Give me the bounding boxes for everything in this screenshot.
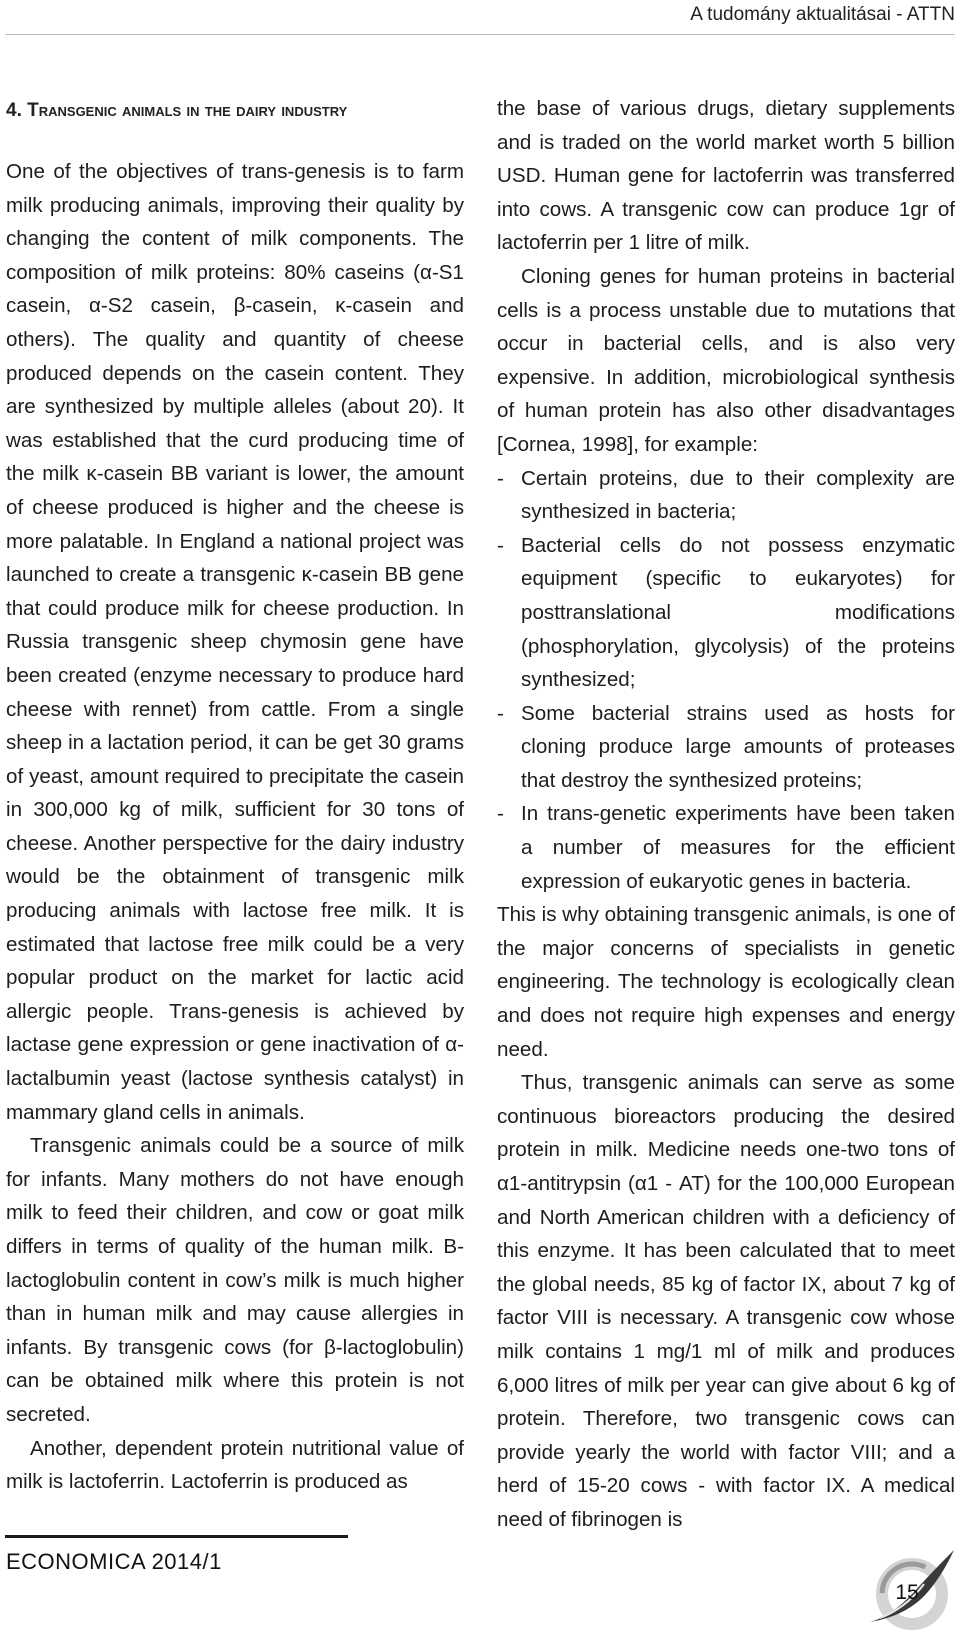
list-item-text: In trans-genetic experiments have been taken a number of measures for the efficient expression of eukaryotic genes in bacteria. <box>521 802 955 893</box>
list-item-text: Some bacterial strains used as hosts for cloning produce large amounts of proteases that destroy the synthesized proteins; <box>521 701 955 792</box>
list-item <box>497 462 955 529</box>
paragraph: This is why obtaining transgenic animals, is one of the major concerns of specialists in genetic engineering. The technology is ecologically clean and does not require high expenses and energy need. <box>497 903 955 1061</box>
list-item <box>497 529 955 697</box>
paragraph: the base of various drugs, dietary supplements and is traded on the world market worth 5 billion USD. Human gene for lactoferrin was transferred into cows. A transgenic cow can produce 1gr of lactoferrin per 1 litre of milk. <box>497 97 955 255</box>
paragraph: Transgenic animals could be a source of milk for infants. Many mothers do not have enough milk to feed their children, and cow or goat milk differs in terms of quality of the human milk. Β-lactoglobulin content in cow’s milk is much higher than in human milk and may cause allergies in infants. By transgenic cows (for β-lactoglobulin) can be obtained milk where this protein is not secreted. <box>6 1134 464 1426</box>
bullet-list <box>497 462 955 899</box>
paragraph: Cloning genes for human proteins in bacterial cells is a process unstable due to mutations that occur in bacterial cells, and is also very expensive. In addition, microbiological synthesis of human protein has also other disadvantages [Cornea, 1998], for example: <box>497 264 955 456</box>
list-item-text: Certain proteins, due to their complexity are synthesized in bacteria; <box>521 466 955 524</box>
paragraph: Thus, transgenic animals can serve as some continuous bioreactors producing the desired protein in milk. Medicine needs one-two tons of α1-antitrypsin (α1 - AT) for the 100,000 European and North American children with a deficiency of this enzyme. It has been calculated that to meet the global needs, 85 kg of factor IX, about 7 kg of factor VIII is necessary. A transgenic cow whose milk contains 1 mg/1 ml of milk and produces 6,000 litres of milk per year can give about 6 kg of protein. Therefore, two transgenic cows can provide yearly the world with factor VIII; and a herd of 15-20 cows - with factor IX. A medical need of fibrinogen is <box>497 1071 955 1531</box>
bullet-dash: - <box>497 533 504 557</box>
running-title: A tudomány aktualitásai - ATTN <box>690 4 955 25</box>
running-header <box>5 0 955 35</box>
list-item <box>497 697 955 798</box>
left-column <box>6 92 464 1499</box>
list-item-text: Bacterial cells do not possess enzymatic equipment (specific to eukaryotes) for posttranslational modifications (phosphorylation, glycolysis) of the proteins synthesized; <box>521 533 955 692</box>
list-item <box>497 797 955 898</box>
right-column <box>497 92 955 1537</box>
bullet-dash: - <box>497 802 504 826</box>
page-number: 15 <box>895 1581 919 1604</box>
paragraph: Another, dependent protein nutritional value of milk is lactoferrin. Lactoferrin is produced as <box>6 1436 464 1494</box>
journal-name: ECONOMICA 2014/1 <box>6 1549 222 1574</box>
paragraph: One of the objectives of trans-genesis is to farm milk producing animals, improving their quality by changing the content of milk components. The composition of milk proteins: 80% caseins (α-S1 casein, α-S2 casein, β-casein, κ-casein and others). The quality and quantity of cheese produced depends on the casein content. They are synthesized by multiple alleles (about 20). It was established that the curd producing time of the milk κ-casein BB variant is lower, the amount of cheese produced is higher and the cheese is more palatable. In England a national project was launched to create a transgenic κ-casein BB gene that could produce milk for cheese production. In Russia transgenic sheep chymosin gene have been created (enzyme necessary to produce hard cheese with rennet) from cattle. From a single sheep in a lactation period, it can be get 30 grams of yeast, amount required to precipitate the casein in 300,000 kg of milk, sufficient for 30 tons of cheese. Another perspective for the dairy industry would be the obtainment of transgenic milk producing animals with lactose free milk. It is estimated that lactose free milk could be a very popular product on the market for lactic acid allergic people. Trans-genesis is achieved by lactase gene expression or gene inactivation of α-lactalbumin yeast (lactose synthesis catalyst) in mammary gland cells in animals. <box>6 160 464 1124</box>
footer-rule <box>5 1535 348 1538</box>
bullet-dash: - <box>497 466 504 490</box>
bullet-dash: - <box>497 701 504 725</box>
section-heading: 4. Transgenic animals in the dairy industry <box>6 100 348 121</box>
